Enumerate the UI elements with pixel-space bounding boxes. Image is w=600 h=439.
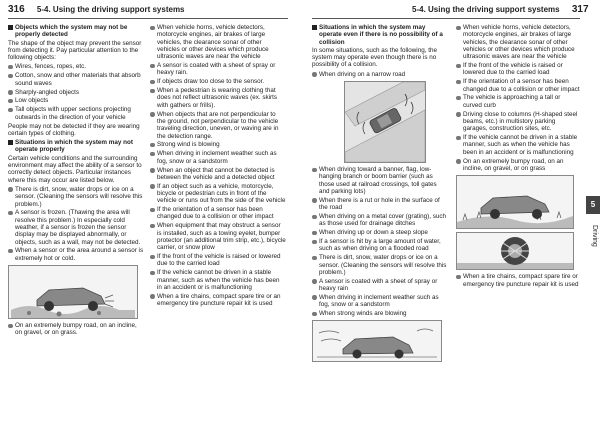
paragraph: People may not be detected if they are wearing certain types of clothing.: [8, 122, 140, 137]
chapter-label: Driving: [591, 225, 598, 247]
bullet-list: [312, 71, 448, 78]
list-item: Wires, fences, ropes, etc.: [8, 63, 144, 70]
section-heading: Situations in which the system may operate even if there is no possibility of a collision: [312, 24, 448, 46]
tire-chains-illustration: [456, 232, 574, 270]
list-item: Tall objects with upper sections projecting outwards in the direction of your vehicle: [8, 106, 144, 121]
section-heading: Objects which the system may not be properly detected: [8, 24, 144, 39]
grass-incline-illustration: [456, 175, 574, 229]
list-item: When vehicle horns, vehicle detectors, motorcycle engines, air brakes of large vehicles, the clearance sonar of other vehicles or other devices which produce ultrasonic waves are near the vehicle: [150, 24, 286, 60]
list-item: When equipment that may obstruct a sensor is installed, such as a towing eyelet, bumper protector (an additional trim strip, etc.), bicycle carrier, or snow plow: [150, 222, 286, 251]
bullet-list: [456, 273, 580, 288]
list-item: When there is a rut or hole in the surface of the road: [312, 197, 448, 212]
list-item: When a sensor or the area around a sensor is extremely hot or cold.: [8, 247, 144, 262]
column-2: [150, 24, 286, 309]
bumpy-road-illustration: [8, 265, 138, 319]
list-item: When a pedestrian is wearing clothing that does not reflect ultrasonic waves (ex. skirts with gathers or frills).: [150, 87, 286, 109]
list-item: When objects that are not perpendicular to the ground, not perpendicular to the vehicle traveling direction, uneven, or waving are in the detection range.: [150, 111, 286, 140]
list-item: If objects draw too close to the sensor.: [150, 78, 286, 85]
list-item: On an extremely bumpy road, on an incline, on gravel, or on grass.: [8, 322, 144, 337]
right-page-number: 317: [571, 4, 589, 15]
right-header: [412, 4, 589, 16]
list-item: On an extremely bumpy road, on an incline, on gravel, or on grass: [456, 158, 580, 173]
list-item: When a tire chains, compact spare tire or emergency tire puncture repair kit is used: [456, 273, 580, 288]
left-header-rule: [8, 18, 288, 19]
column-1: [8, 24, 144, 338]
list-item: If the front of the vehicle is raised or lowered due to the carried load: [150, 253, 286, 268]
list-item: Sharply-angled objects: [8, 89, 144, 96]
list-item: When driving toward a banner, flag, low-hanging branch or boom barrier (such as those used at railroad crossings, toll gates and parking lots): [312, 166, 448, 195]
list-item: A sensor is coated with a sheet of spray or heavy rain.: [150, 62, 286, 77]
strong-wind-illustration: [312, 320, 442, 362]
list-item: When driving in inclement weather such as fog, snow or a sandstorm: [312, 294, 448, 309]
section-heading: Situations in which the system may not operate properly: [8, 139, 144, 154]
column-3: [312, 24, 448, 365]
list-item: When driving in inclement weather such as fog, snow or a sandstorm: [150, 150, 286, 165]
list-item: There is dirt, snow, water drops or ice on a sensor. (Cleaning the sensors will resolve this problem.): [312, 254, 448, 276]
bullet-list: [150, 24, 286, 307]
list-item: Cotton, snow and other materials that absorb sound waves: [8, 72, 144, 87]
list-item: When vehicle horns, vehicle detectors, motorcycle engines, air brakes of large vehicles, the clearance sonar of other vehicles or other devices which produce ultrasonic waves are near the vehicle: [456, 24, 580, 60]
right-section-title: 5-4. Using the driving support systems: [412, 5, 560, 14]
list-item: If the front of the vehicle is raised or lowered due to the carried load: [456, 62, 580, 77]
paragraph: The shape of the object may prevent the sensor from detecting it. Pay particular attention to the following objects:: [8, 39, 142, 62]
list-item: When strong winds are blowing: [312, 310, 448, 317]
list-item: If the vehicle cannot be driven in a stable manner, such as when the vehicle has been in an accident or is malfunctioning: [150, 269, 286, 291]
left-header: [8, 4, 185, 16]
bullet-list: [456, 24, 580, 172]
narrow-road-illustration: [344, 81, 426, 163]
list-item: Low objects: [8, 97, 144, 104]
list-item: Strong wind is blowing: [150, 141, 286, 148]
column-4: [456, 24, 580, 289]
list-item: When an object that cannot be detected is between the vehicle and a detected object: [150, 167, 286, 182]
left-page-number: 316: [8, 4, 25, 15]
list-item: If the vehicle cannot be driven in a stable manner, such as when the vehicle has been in an accident or is malfunctioning: [456, 134, 580, 156]
list-item: Driving close to columns (H-shaped steel beams, etc.) in multistory parking garages, construction sites, etc.: [456, 111, 580, 133]
list-item: A sensor is frozen. (Thawing the area will resolve this problem.) In especially cold weather, if a sensor is frozen the sensor display may be displayed abnormally, or objects, such as a wall, may not be detected.: [8, 209, 144, 245]
right-header-rule: [312, 18, 580, 19]
list-item: If the orientation of a sensor has been changed due to a collision or other impact: [456, 78, 580, 93]
list-item: When driving on a metal cover (grating), such as those used for drainage ditches: [312, 213, 448, 228]
chapter-tab[interactable]: 5: [586, 196, 600, 214]
bullet-list: [8, 186, 144, 262]
bullet-list: [8, 322, 144, 337]
list-item: The vehicle is approaching a tall or curved curb: [456, 94, 580, 109]
list-item: If the orientation of a sensor has been changed due to a collision or other impact: [150, 206, 286, 221]
list-item: If a sensor is hit by a large amount of water, such as when driving on a flooded road: [312, 238, 448, 253]
list-item: If an object such as a vehicle, motorcycle, bicycle or pedestrian cuts in front of the vehicle or runs out from the side of the vehicle: [150, 183, 286, 205]
paragraph: Certain vehicle conditions and the surrounding environment may affect the ability of a sensor to correctly detect objects. Particular instances where this may occur are listed below.: [8, 154, 142, 184]
list-item: A sensor is coated with a sheet of spray or heavy rain: [312, 278, 448, 293]
bullet-list: [8, 63, 144, 120]
left-section-title: 5-4. Using the driving support systems: [36, 5, 185, 14]
list-item: When a tire chains, compact spare tire or an emergency tire puncture repair kit is used: [150, 293, 286, 308]
list-item: There is dirt, snow, water drops or ice on a sensor. (Cleaning the sensors will resolve this problem.): [8, 186, 144, 208]
list-item: When driving up or down a steep slope: [312, 229, 448, 236]
paragraph: In some situations, such as the following, the system may operate even though there is no possibility of a collision.: [312, 46, 437, 69]
list-item: When driving on a narrow road: [312, 71, 448, 78]
bullet-list: [312, 166, 448, 317]
